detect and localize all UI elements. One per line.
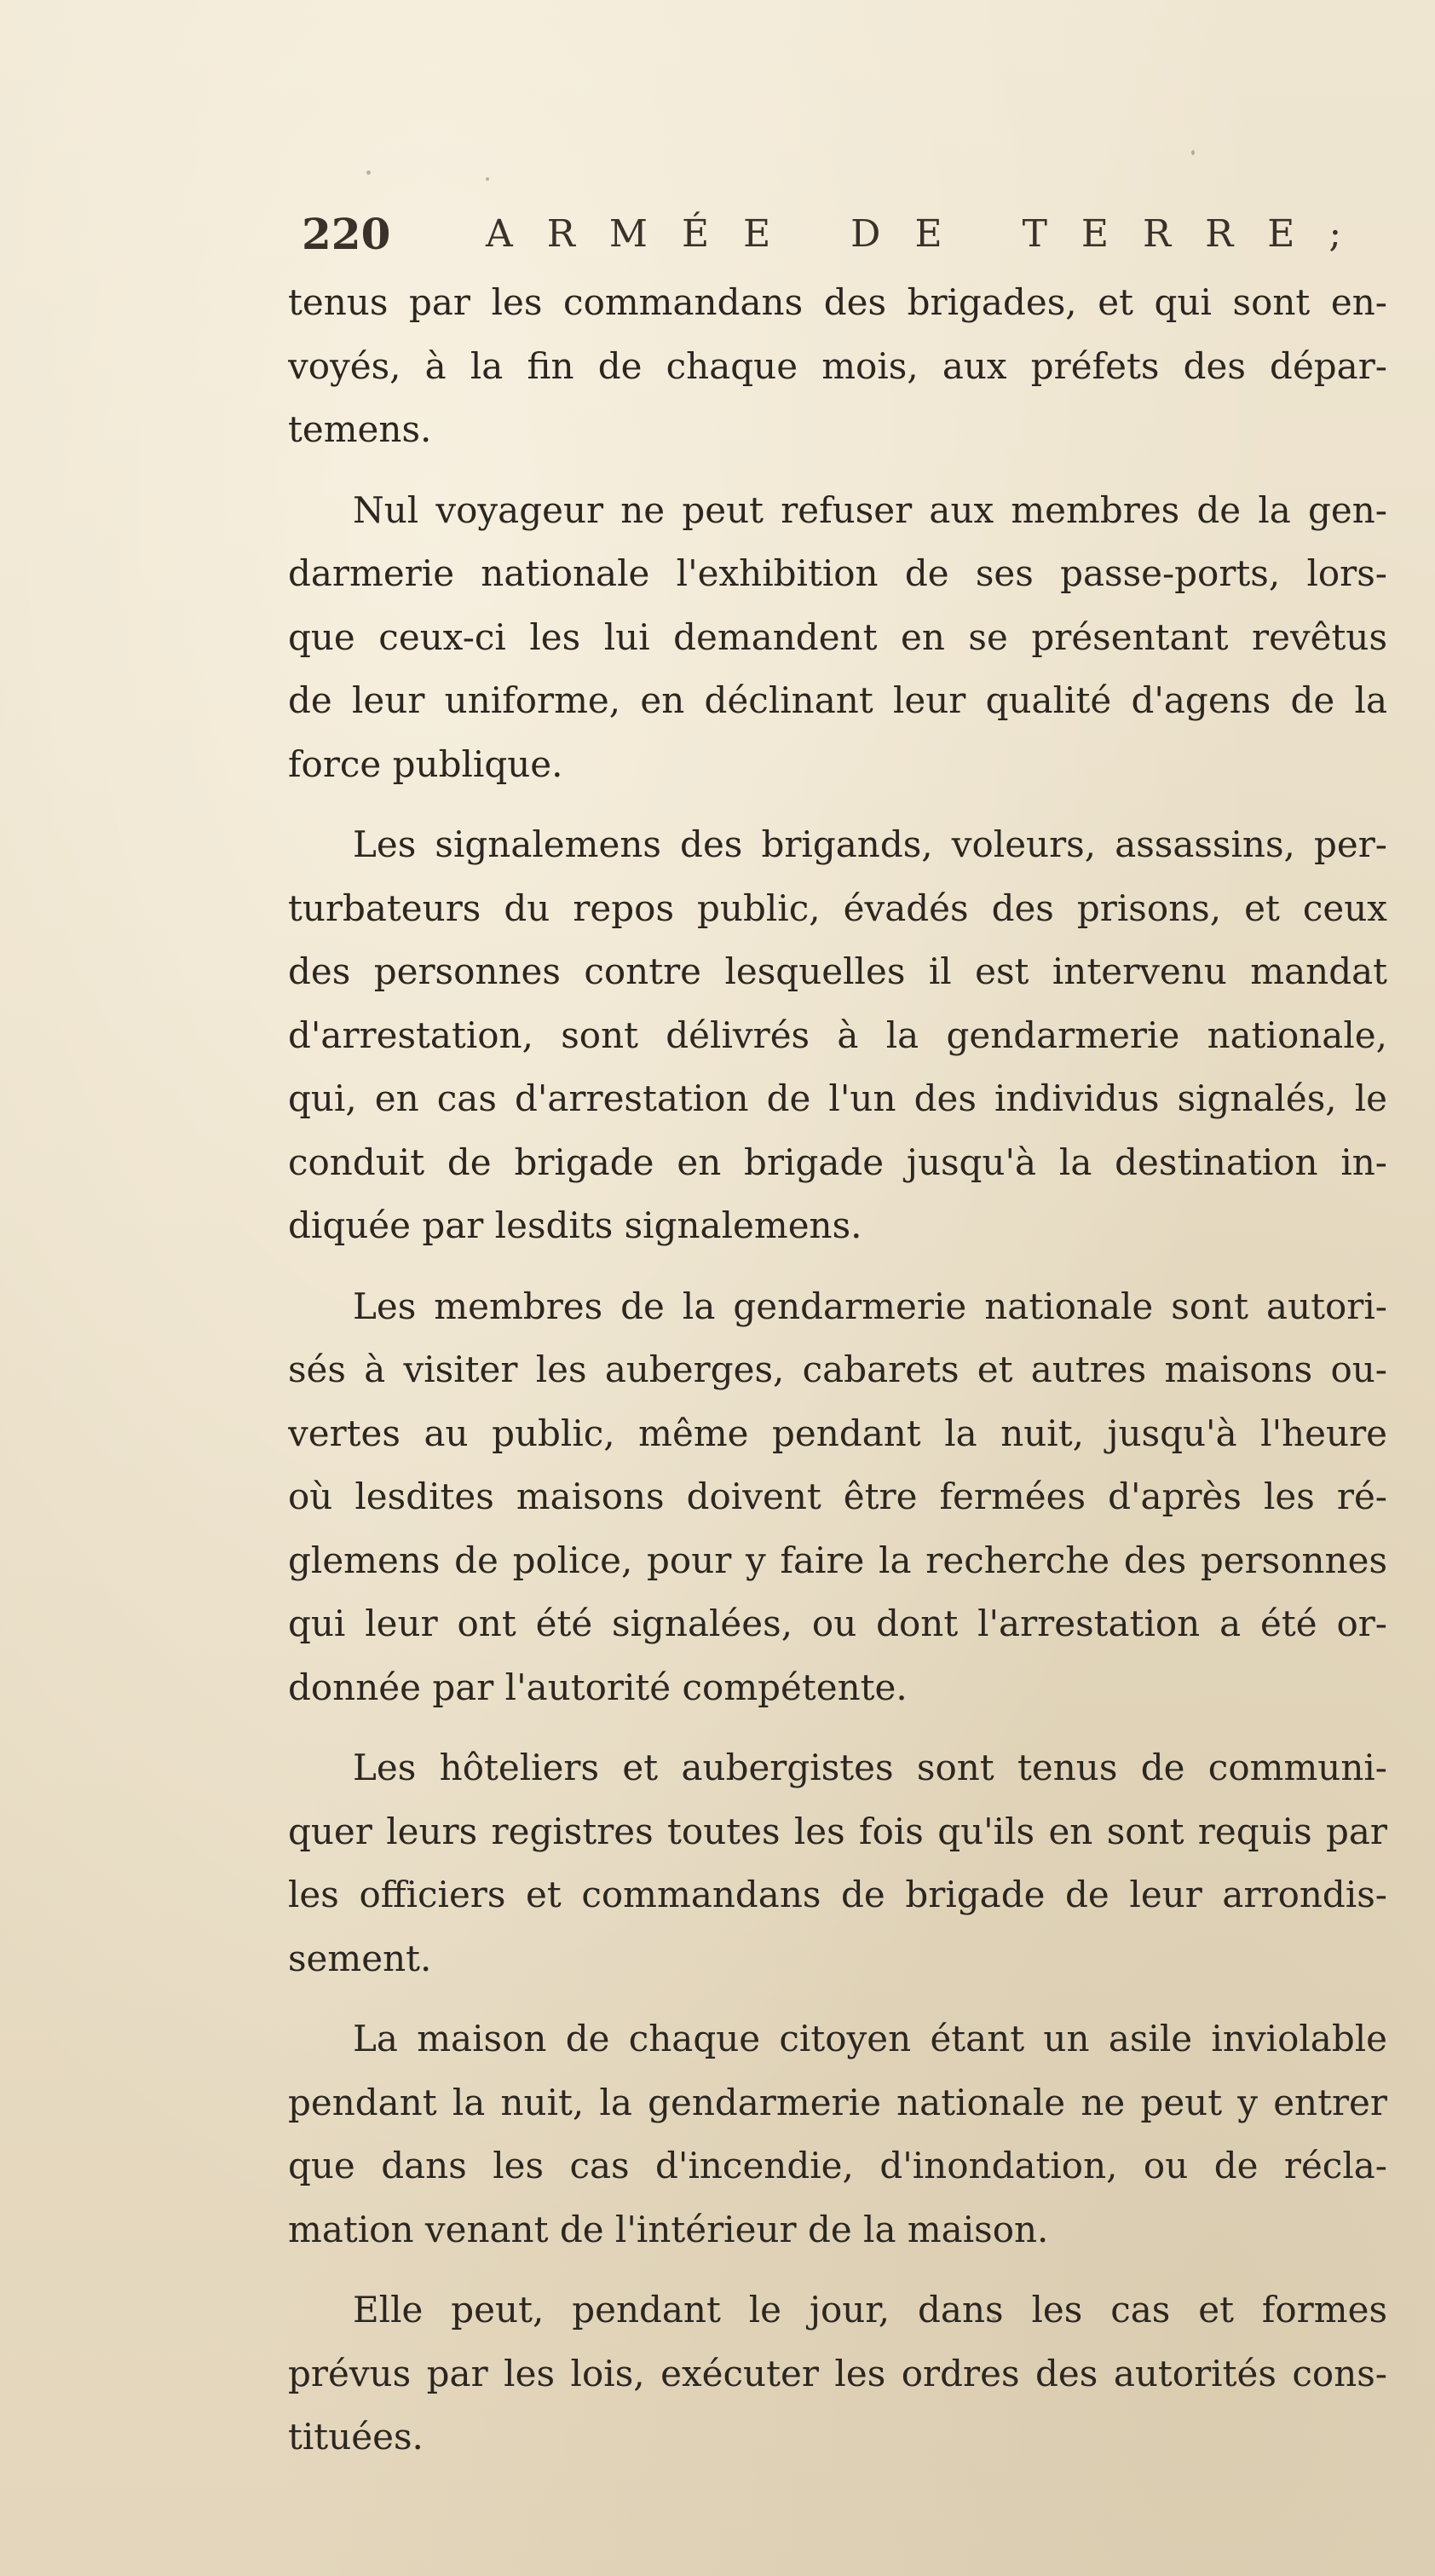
text-line: pendant la nuit, la gendarmerie nationale ne peut y entrer — [288, 2081, 1387, 2123]
text-line: temens. — [288, 408, 432, 450]
text-line: qui, en cas d'arrestation de l'un des individus signalés, le — [288, 1077, 1387, 1119]
text-line: Les signalemens des brigands, voleurs, assassins, per- — [353, 823, 1387, 865]
body-text — [288, 271, 1387, 2469]
text-line: Les hôteliers et aubergistes sont tenus de communi- — [353, 1747, 1387, 1788]
text-line: La maison de chaque citoyen étant un asile inviolable — [353, 2018, 1387, 2059]
text-line: les officiers et commandans de brigade de leur arrondis- — [288, 1874, 1387, 1915]
text-line: d'arrestation, sont délivrés à la gendarmerie nationale, — [288, 1014, 1387, 1056]
text-line: sés à visiter les auberges, cabarets et autres maisons ou- — [288, 1349, 1387, 1390]
text-line: darmerie nationale l'exhibition de ses passe-ports, lors- — [288, 552, 1387, 594]
paper-speck — [486, 177, 489, 181]
text-line: tenus par les commandans des brigades, et qui sont en- — [288, 281, 1387, 323]
text-line: donnée par l'autorité compétente. — [288, 1666, 908, 1708]
text-line: de leur uniforme, en déclinant leur qualité d'agens de la — [288, 679, 1387, 721]
text-line: qui leur ont été signalées, ou dont l'arrestation a été or- — [288, 1603, 1387, 1644]
text-line: quer leurs registres toutes les fois qu'ils en sont requis par — [288, 1810, 1387, 1852]
text-line: que dans les cas d'incendie, d'inondation, ou de récla- — [288, 2145, 1387, 2186]
text-line: des personnes contre lesquelles il est intervenu mandat — [288, 950, 1387, 992]
text-line: sement. — [288, 1937, 432, 1979]
text-line: glemens de police, pour y faire la recherche des personnes — [288, 1539, 1387, 1581]
paper-speck — [366, 170, 371, 175]
text-line: où lesdites maisons doivent être fermées d'après les ré- — [288, 1476, 1387, 1517]
text-line: turbateurs du repos public, évadés des prisons, et ceux — [288, 887, 1387, 929]
text-line: Elle peut, pendant le jour, dans les cas et formes — [353, 2289, 1387, 2331]
text-line: prévus par les lois, exécuter les ordres des autorités cons- — [288, 2352, 1387, 2394]
text-line: mation venant de l'intérieur de la maison. — [288, 2208, 1049, 2250]
running-title: ARMÉE DE TERRE; — [486, 212, 1376, 256]
text-line: voyés, à la fin de chaque mois, aux préfets des dépar- — [288, 344, 1387, 387]
text-line: Les membres de la gendarmerie nationale sont autori- — [353, 1285, 1387, 1327]
text-line: que ceux-ci les lui demandent en se présentant revêtus — [288, 615, 1387, 658]
text-line: vertes au public, même pendant la nuit, jusqu'à l'heure — [288, 1412, 1387, 1454]
running-head — [302, 205, 1376, 264]
page-number: 220 — [302, 209, 391, 259]
text-line: Nul voyageur ne peut refuser aux membres de la gen- — [353, 488, 1387, 531]
paper-speck — [1191, 150, 1195, 155]
text-line: conduit de brigade en brigade jusqu'à la destination in- — [288, 1141, 1387, 1183]
text-line: force publique. — [288, 742, 563, 785]
text-line: tituées. — [288, 2416, 424, 2458]
text-line: diquée par lesdits signalemens. — [288, 1204, 862, 1246]
